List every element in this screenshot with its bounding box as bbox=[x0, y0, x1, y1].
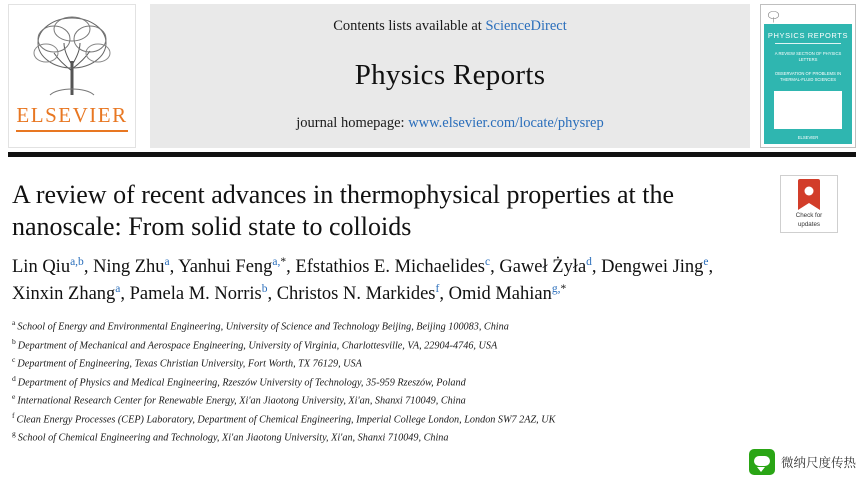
affiliation-mark: g bbox=[12, 429, 16, 439]
author-affiliation-mark: a, bbox=[272, 256, 281, 269]
cover-publisher: ELSEVIER bbox=[797, 135, 819, 140]
contents-available-line bbox=[333, 18, 567, 35]
affiliation-item bbox=[12, 428, 752, 447]
affiliation-item bbox=[12, 336, 752, 355]
journal-homepage-line bbox=[296, 115, 604, 132]
contents-prefix: Contents lists available at bbox=[333, 18, 486, 34]
crossmark-text bbox=[796, 212, 822, 228]
affiliation-text: International Research Center for Renewable Energy, Xi'an Jiaotong University, Xi'an, Shanxi 710049, China bbox=[17, 395, 466, 407]
affiliation-mark: d bbox=[12, 373, 16, 383]
cover-issue-line: OBSERVATION OF PROBLEMS IN THERMAL-FLUID SCIENCES bbox=[774, 70, 842, 82]
wechat-logo-icon bbox=[749, 449, 775, 475]
journal-homepage-link[interactable]: www.elsevier.com/locate/physrep bbox=[408, 115, 604, 131]
crossmark-line1: Check for bbox=[795, 212, 823, 220]
cover-subtitle: A REVIEW SECTION OF PHYSICS LETTERS bbox=[774, 51, 842, 63]
affiliation-mark: c bbox=[12, 355, 16, 365]
author-affiliation-mark: d bbox=[586, 256, 592, 269]
homepage-prefix: journal homepage: bbox=[296, 115, 409, 131]
affiliation-item bbox=[12, 354, 752, 373]
elsevier-logo bbox=[8, 4, 136, 148]
watermark-text: 微纳尺度传热 bbox=[780, 456, 856, 470]
corresponding-author-marker: * bbox=[280, 256, 287, 269]
author-name: Lin Qiu bbox=[12, 257, 71, 278]
cover-tree-icon bbox=[766, 9, 781, 24]
author-name: Efstathios E. Michaelides bbox=[295, 257, 485, 278]
author-affiliation-mark: f bbox=[435, 282, 440, 295]
affiliation-item bbox=[12, 391, 752, 410]
watermark bbox=[749, 449, 856, 475]
author-name: Omid Mahian bbox=[448, 284, 552, 305]
cover-inner bbox=[764, 8, 852, 144]
affiliation-mark: b bbox=[12, 336, 16, 346]
elsevier-wordmark: ELSEVIER bbox=[16, 103, 128, 127]
affiliation-list bbox=[12, 317, 752, 447]
sciencedirect-link[interactable]: ScienceDirect bbox=[485, 18, 567, 34]
journal-cover-thumbnail bbox=[760, 4, 856, 148]
author-affiliation-mark: a bbox=[164, 256, 170, 269]
cover-image-placeholder bbox=[774, 91, 841, 129]
crossmark-badge[interactable] bbox=[780, 175, 838, 233]
cover-topbar bbox=[764, 8, 852, 25]
crossmark-icon bbox=[798, 179, 820, 203]
author-name: Pamela M. Norris bbox=[129, 284, 262, 305]
author-name: Christos N. Markides bbox=[276, 284, 436, 305]
affiliation-item bbox=[12, 317, 752, 336]
cover-journal-name: PHYSICS REPORTS bbox=[767, 31, 849, 40]
author-list: Lin Qiu$^{a,b}$, Ning Zhu$^a$, Yanhui Feng$^{a,*}$, Efstathios E. Michaelides$^c$, Gaweł Żyła$^d$, Dengwei Jing$^e$, Xinxin Zhang$^a$, Pamela M. Norris$^b$, Christos N. Markides$^f$, Omid Mahian$^{g,*}$ bbox=[12, 256, 714, 305]
author-affiliation-mark: g, bbox=[551, 282, 561, 295]
affiliation-item bbox=[12, 410, 752, 429]
author-name: Ning Zhu bbox=[93, 257, 165, 278]
affiliation-text: Department of Physics and Medical Engineering, Rzeszów University of Technology, 35-959 Rzeszów, Poland bbox=[17, 377, 466, 389]
article-head bbox=[0, 157, 864, 447]
affiliation-item bbox=[12, 373, 752, 392]
affiliation-text: School of Chemical Engineering and Technology, Xi'an Jiaotong University, Xi'an, Shanxi 710049, China bbox=[17, 432, 449, 444]
author-affiliation-mark: a bbox=[115, 282, 121, 295]
author-name: Xinxin Zhang bbox=[12, 284, 116, 305]
affiliation-mark: f bbox=[12, 410, 15, 420]
author-name: Dengwei Jing bbox=[601, 257, 704, 278]
affiliation-text: School of Energy and Environmental Engineering, University of Science and Technology Beijing, Beijing 100083, China bbox=[17, 321, 509, 333]
affiliation-mark: a bbox=[12, 318, 16, 328]
affiliation-text: Clean Energy Processes (CEP) Laboratory, Department of Chemical Engineering, Imperial College London, London SW7 2AZ, UK bbox=[16, 414, 556, 426]
author-affiliation-mark: e bbox=[703, 256, 709, 269]
journal-header bbox=[0, 0, 864, 148]
author-affiliation-mark: b bbox=[261, 282, 268, 295]
affiliation-text: Department of Mechanical and Aerospace Engineering, University of Virginia, Charlottesville, VA, 22904-4746, USA bbox=[17, 340, 498, 352]
cover-rule bbox=[775, 43, 840, 44]
elsevier-rule bbox=[16, 130, 128, 132]
affiliation-mark: e bbox=[12, 392, 16, 402]
author-affiliation-mark: a,b bbox=[70, 256, 84, 269]
elsevier-tree-icon bbox=[20, 9, 124, 105]
journal-title: Physics Reports bbox=[354, 58, 546, 91]
affiliation-text: Department of Engineering, Texas Christian University, Fort Worth, TX 76129, USA bbox=[17, 358, 362, 370]
author-name: Yanhui Feng bbox=[178, 257, 273, 278]
author-name: Gaweł Żyła bbox=[499, 257, 587, 278]
crossmark-line2: updates bbox=[797, 220, 820, 228]
journal-banner bbox=[150, 4, 750, 148]
corresponding-author-marker: * bbox=[560, 282, 567, 295]
article-title: A review of recent advances in thermophysical properties at the nanoscale: From solid state to colloids bbox=[12, 180, 675, 241]
author-affiliation-mark: c bbox=[485, 256, 491, 269]
